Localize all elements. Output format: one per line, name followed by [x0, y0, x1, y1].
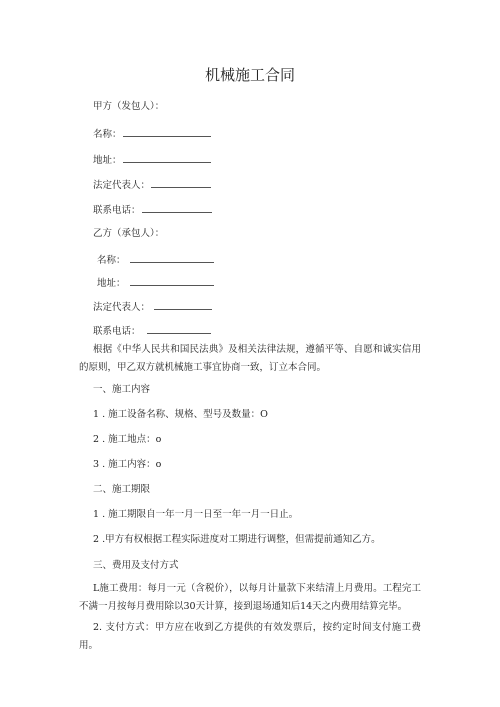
- party-a-heading: 甲方（发包人）：: [93, 101, 165, 112]
- party-b-rep-label: 法定代表人：: [93, 302, 151, 313]
- party-a-rep-row: [93, 178, 211, 192]
- party-a-address-blank: [123, 153, 211, 163]
- section1-item2: 2 . 施工地点：o: [93, 434, 162, 445]
- document-title: 机械施工合同: [204, 66, 295, 84]
- party-b-rep-row: [93, 300, 212, 314]
- party-a-rep-blank: [151, 178, 211, 188]
- party-a-phone-label: 联系电话：: [93, 205, 141, 216]
- party-b-phone-row: [93, 324, 211, 338]
- party-b-name-row: [97, 253, 214, 267]
- section1-item3: 3 . 施工内容：o: [93, 459, 162, 470]
- party-b-phone-label: 联系电话：: [93, 326, 141, 337]
- party-a-address-row: [93, 153, 211, 167]
- party-a-name-label: 名称：: [93, 129, 122, 140]
- party-b-phone-blank: [147, 324, 211, 334]
- section2-heading: 二、施工期限: [93, 484, 151, 495]
- party-b-rep-blank: [154, 300, 212, 310]
- party-b-heading: 乙方（承包人）：: [93, 228, 165, 239]
- section3-heading: 三、费用及支付方式: [93, 560, 179, 571]
- section2-item2: 2 .甲方有权根据工程实际进度对工期进行调整，但需提前通知乙方。: [93, 534, 381, 545]
- party-b-address-row: [97, 276, 214, 290]
- section3-item1: L施工费用：每月一元（含税价），以每月计量款下来结清上月费用。工程完工不满一月按每月费用除以30天计算，接到退场通知后14天之内费用结算完毕。: [79, 583, 421, 612]
- party-a-name-blank: [123, 127, 211, 137]
- party-b-address-blank: [130, 276, 214, 286]
- section1-heading: 一、施工内容: [93, 384, 151, 395]
- party-b-address-label: 地址：: [97, 278, 126, 289]
- intro-paragraph: 根据《中华人民共和国民法典》及相关法律法规，遵循平等、自愿和诚实信用的原则，甲乙双方就机械施工事宜协商一致，订立本合同。: [79, 344, 421, 373]
- party-b-name-blank: [130, 253, 214, 263]
- section2-item1: 1 . 施工期限自一年一月一日至一年一月一日止。: [93, 509, 299, 520]
- party-a-phone-blank: [142, 203, 212, 213]
- party-a-phone-row: [93, 203, 212, 217]
- party-a-rep-label: 法定代表人：: [93, 180, 151, 191]
- section3-item2: 2. 支付方式：甲方应在收到乙方提供的有效发票后，按约定时间支付施工费用。: [79, 622, 421, 651]
- party-a-name-row: [93, 127, 211, 141]
- party-b-name-label: 名称：: [97, 255, 126, 266]
- party-a-address-label: 地址：: [93, 155, 122, 166]
- section1-item1: 1 . 施工设备名称、规格、型号及数量：O: [93, 409, 268, 420]
